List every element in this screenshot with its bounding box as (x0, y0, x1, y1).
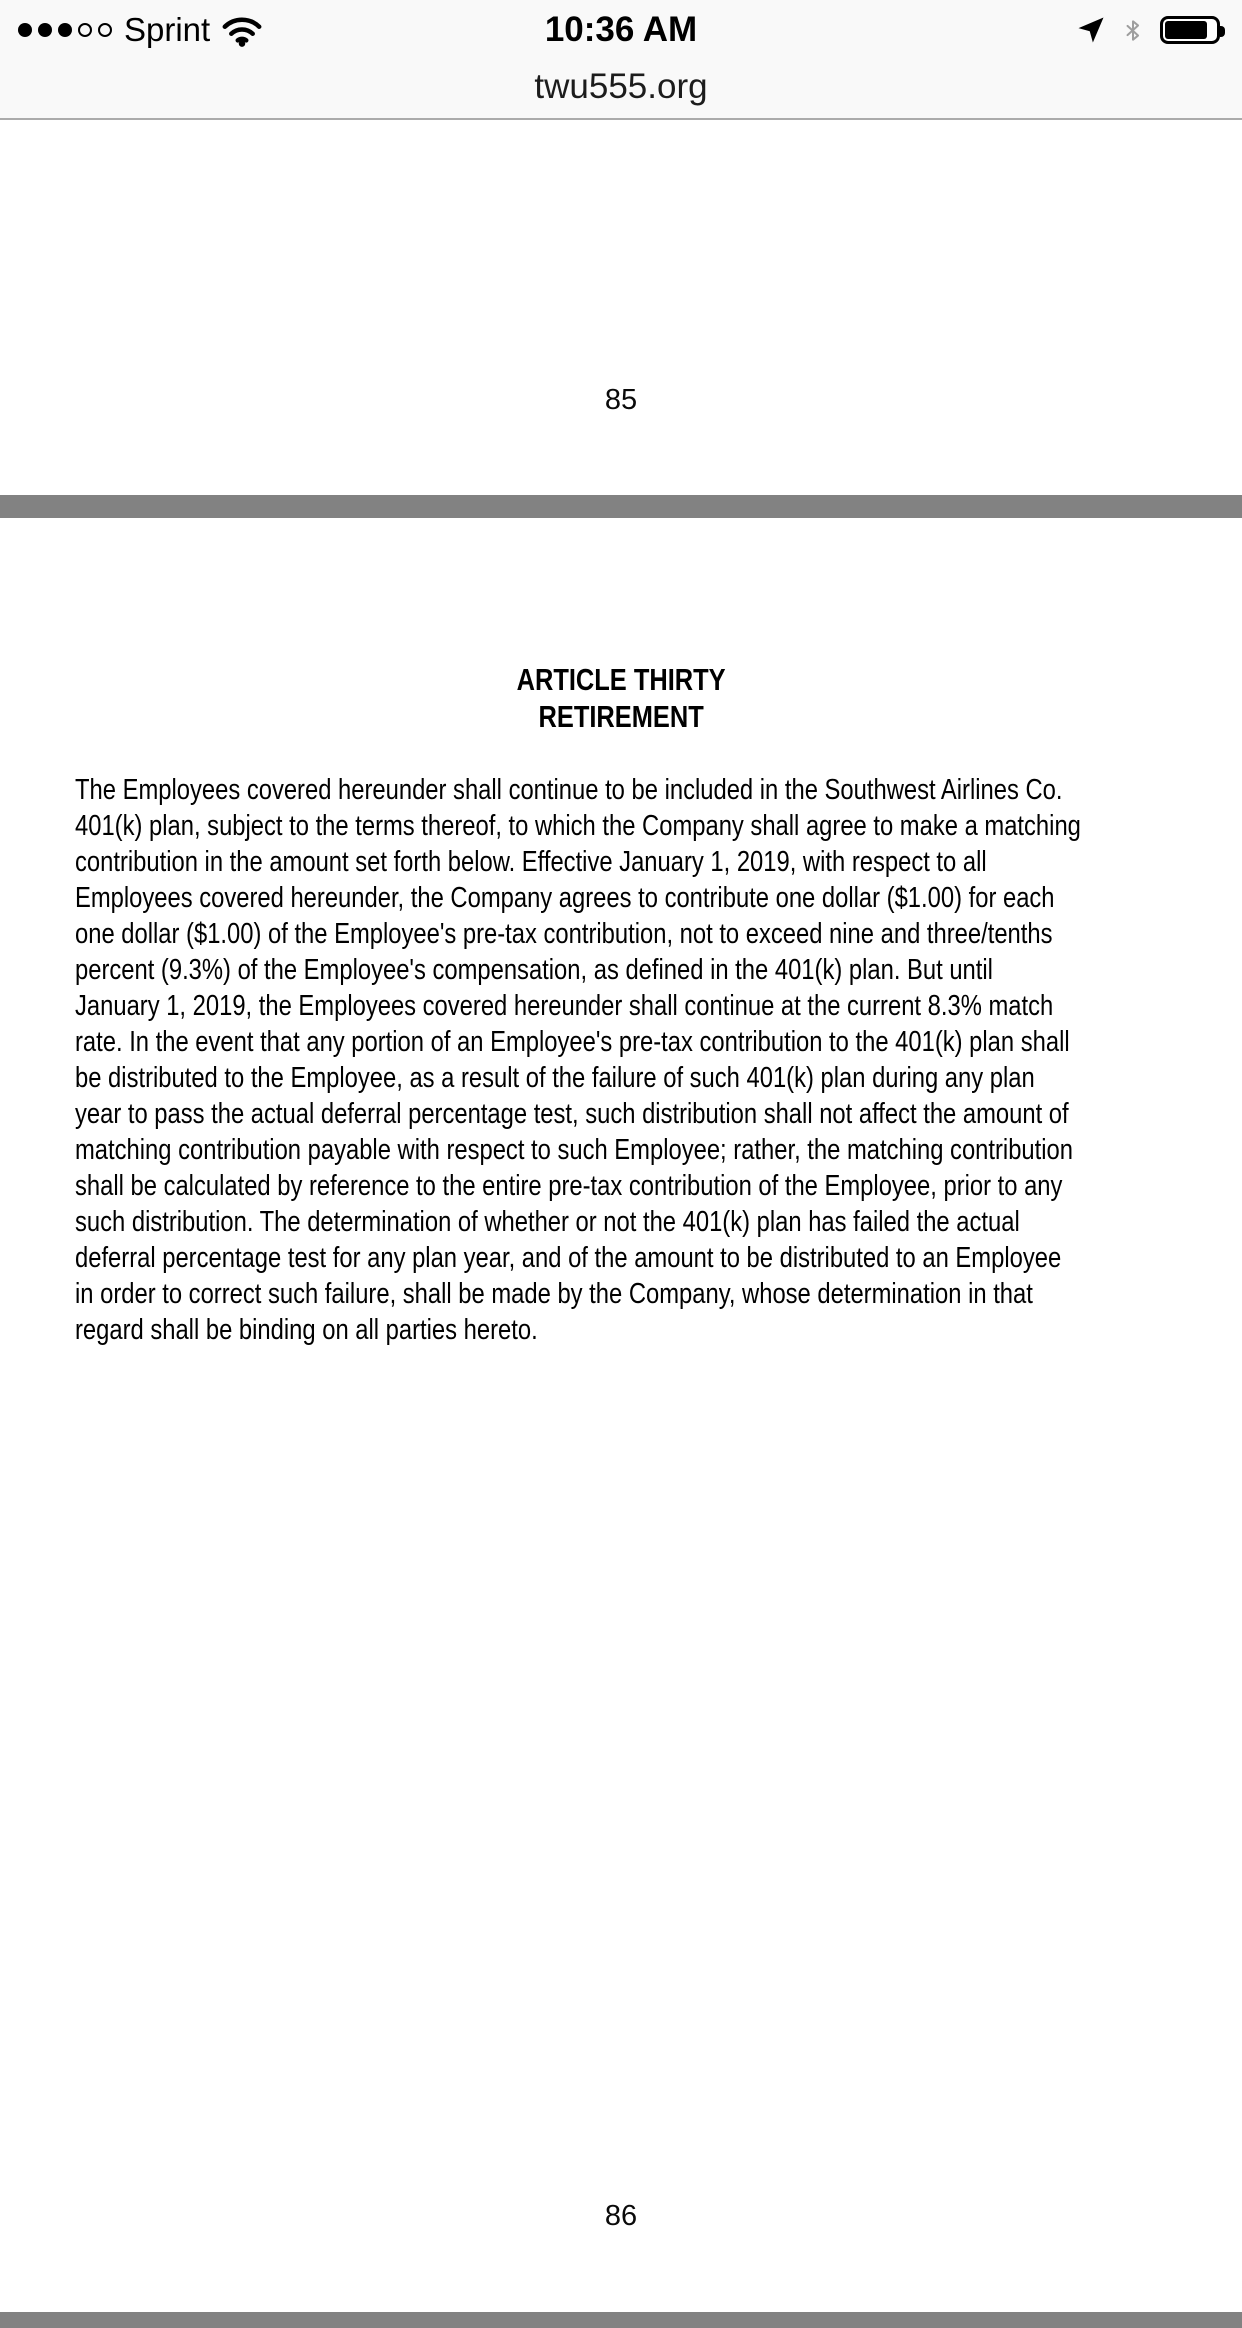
status-clock: 10:36 AM (544, 10, 698, 49)
paragraph-line: Employees covered hereunder, the Company agrees to contribute one dollar ($1.00) for each (75, 882, 1055, 914)
paragraph-line: rate. In the event that any portion of an Employee's pre-tax contribution to the 401(k) plan shall (75, 1026, 1070, 1058)
pdf-document-view (0, 120, 1242, 2232)
paragraph-line: January 1, 2019, the Employees covered hereunder shall continue at the current 8.3% match (75, 990, 1054, 1022)
paragraph-line: 401(k) plan, subject to the terms thereof, to which the Company shall agree to make a matching (75, 810, 1081, 842)
body-paragraph (75, 772, 1167, 1348)
article-heading-line1: ARTICLE THIRTY (516, 662, 726, 697)
carrier-label: Sprint (124, 11, 211, 48)
page-85-footer-number: 85 (604, 384, 638, 416)
paragraph-line: in order to correct such failure, shall be made by the Company, whose determination in that (75, 1278, 1033, 1310)
battery-icon (1160, 16, 1220, 44)
paragraph-line: regard shall be binding on all parties hereto. (75, 1314, 538, 1346)
bluetooth-icon (1122, 13, 1144, 48)
article-heading-line2: RETIREMENT (538, 699, 704, 734)
address-bar-url[interactable]: twu555.org (534, 67, 708, 106)
paragraph-line: percent (9.3%) of the Employee's compensation, as defined in the 401(k) plan. But until (75, 954, 993, 986)
paragraph-line: deferral percentage test for any plan year, and of the amount to be distributed to an Employee (75, 1242, 1062, 1274)
paragraph-line: The Employees covered hereunder shall continue to be included in the Southwest Airlines Co. (75, 774, 1063, 806)
page-gap-divider (0, 495, 1242, 518)
paragraph-line: contribution in the amount set forth below. Effective January 1, 2019, with respect to all (75, 846, 987, 878)
paragraph-line: one dollar ($1.00) of the Employee's pre-tax contribution, not to exceed nine and three/tenths (75, 918, 1053, 950)
browser-chrome (0, 0, 1242, 120)
paragraph-line: shall be calculated by reference to the entire pre-tax contribution of the Employee, prior to any (75, 1170, 1063, 1202)
article-heading (75, 661, 1167, 735)
battery-fill (1165, 21, 1207, 39)
status-bar (0, 0, 1242, 60)
paragraph-line: year to pass the actual deferral percentage test, such distribution shall not affect the amount of (75, 1098, 1069, 1130)
paragraph-line: matching contribution payable with respect to such Employee; rather, the matching contribution (75, 1134, 1074, 1166)
paragraph-line: be distributed to the Employee, as a result of the failure of such 401(k) plan during any plan (75, 1062, 1035, 1094)
address-bar[interactable] (0, 58, 1242, 116)
paragraph-line: such distribution. The determination of whether or not the 401(k) plan has failed the actual (75, 1206, 1020, 1238)
location-arrow-icon (1076, 15, 1106, 45)
page-gap-divider (0, 2312, 1242, 2328)
page-86-footer-number: 86 (604, 2200, 638, 2232)
page-86-content (75, 661, 1167, 1348)
status-right-cluster (1076, 0, 1220, 60)
